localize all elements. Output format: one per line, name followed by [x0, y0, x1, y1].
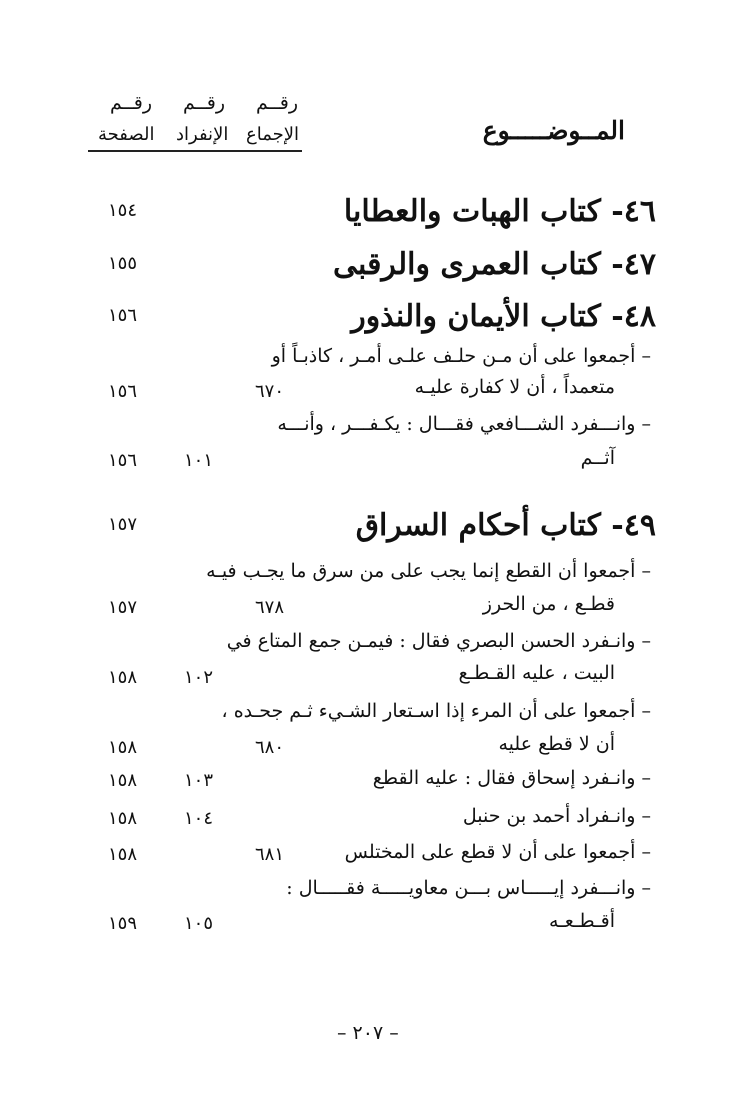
chapter-heading: ٤٨- كتاب الأيمان والنذور	[351, 299, 656, 334]
chapter-heading: ٤٧- كتاب العمرى والرقبى	[333, 247, 656, 282]
entry-text-line: أقـطـعـه	[549, 910, 615, 932]
page-number-footer: – ٢٠٧ –	[337, 1022, 399, 1044]
entry-ijma-number: ٦٨١	[255, 844, 285, 865]
entry-text-line: – أجمعوا أن القطع إنما يجب على من سرق ما يجـب فيـه	[206, 560, 651, 582]
chapter-page-number: ١٥٤	[108, 200, 138, 221]
header-ifrad-number-top: رقــم	[183, 92, 226, 114]
header-subject-column: المــوضـــــوع	[482, 116, 625, 145]
entry-text-line: – أجمعوا على أن لا قطع على المختلس	[344, 841, 651, 863]
chapter-page-number: ١٥٧	[108, 514, 138, 535]
header-page-number-top: رقــم	[110, 92, 153, 114]
entry-ifrad-number: ١٠٣	[184, 770, 214, 791]
entry-page-number: ١٥٦	[108, 381, 138, 402]
header-ijma-number-top: رقــم	[256, 92, 299, 114]
entry-ijma-number: ٦٧٨	[255, 597, 285, 618]
entry-ifrad-number: ١٠٥	[184, 913, 214, 934]
entry-page-number: ١٥٩	[108, 913, 138, 934]
chapter-heading: ٤٦- كتاب الهبات والعطايا	[343, 194, 656, 229]
chapter-page-number: ١٥٦	[108, 305, 138, 326]
entry-ifrad-number: ١٠٤	[184, 808, 214, 829]
entry-text-line: – وانـــفرد الشـــافعي فقـــال : يكـفـــر ، وأنـــه	[277, 413, 651, 435]
entry-ijma-number: ٦٧٠	[255, 381, 285, 402]
entry-page-number: ١٥٦	[108, 450, 138, 471]
entry-ifrad-number: ١٠١	[184, 450, 214, 471]
header-page-column: الصفحة	[98, 124, 155, 145]
header-ifrad-column: الإنفراد	[176, 124, 229, 145]
entry-page-number: ١٥٨	[108, 844, 138, 865]
entry-page-number: ١٥٨	[108, 737, 138, 758]
chapter-page-number: ١٥٥	[108, 253, 138, 274]
header-ijma-column: الإجماع	[246, 124, 300, 145]
entry-page-number: ١٥٨	[108, 770, 138, 791]
entry-text-line: – أجمعوا على أن مـن حلـف علـى أمـر ، كاذبـاً أو	[271, 345, 651, 367]
header-underline	[88, 150, 302, 152]
entry-ijma-number: ٦٨٠	[255, 737, 285, 758]
entry-text-line: – وانـفرد إسحاق فقال : عليه القطع	[372, 767, 651, 789]
entry-text-line: – وانـــفرد إيـــــاس بـــن معاويـــــة فقـــــال :	[286, 877, 651, 899]
entry-ifrad-number: ١٠٢	[184, 667, 214, 688]
entry-text-line: – وانـفرد الحسن البصري فقال : فيمـن جمع المتاع في	[226, 630, 651, 652]
entry-page-number: ١٥٨	[108, 808, 138, 829]
entry-page-number: ١٥٨	[108, 667, 138, 688]
entry-page-number: ١٥٧	[108, 597, 138, 618]
entry-text-line: البيت ، عليه القـطـع	[458, 662, 615, 684]
entry-text-line: متعمداً ، أن لا كفارة عليـه	[414, 376, 615, 398]
entry-text-line: قطـع ، من الحرز	[482, 593, 615, 615]
chapter-heading: ٤٩- كتاب أحكام السراق	[355, 508, 656, 543]
entry-text-line: – أجمعوا على أن المرء إذا اسـتعار الشـيء ثـم جحـده ،	[221, 700, 651, 722]
entry-text-line: أن لا قطع عليه	[498, 733, 615, 755]
entry-text-line: – وانـفراد أحمد بن حنبل	[462, 805, 651, 827]
entry-text-line: آثــم	[580, 447, 615, 469]
